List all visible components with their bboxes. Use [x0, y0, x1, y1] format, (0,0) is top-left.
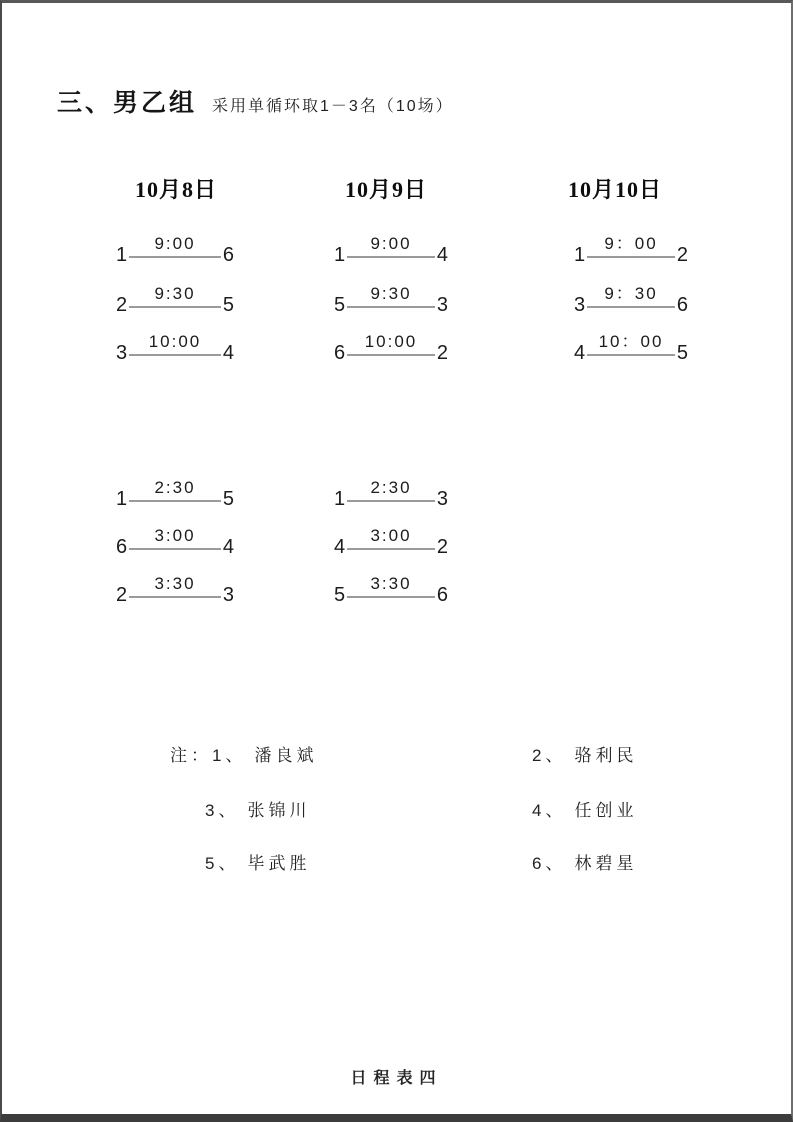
player-num: 5、: [205, 854, 240, 873]
match-time: 3:00: [154, 526, 196, 545]
match-line: [587, 285, 675, 308]
match-underline: [129, 548, 221, 550]
match-line: [129, 285, 221, 308]
player-name: 张锦川: [247, 801, 311, 820]
match-underline: [129, 354, 221, 356]
player-num: 4、: [532, 801, 567, 820]
match-line: [129, 479, 221, 502]
match-underline: [347, 596, 435, 598]
player-number-left: 5: [334, 584, 346, 606]
player-number-right: 3: [222, 584, 234, 606]
match-row: [334, 522, 448, 558]
player-number-left: 1: [116, 244, 128, 266]
match-underline: [347, 256, 435, 258]
player-number-left: 5: [334, 294, 346, 316]
match-time: 9：30: [604, 284, 658, 303]
player-number-left: 6: [116, 536, 128, 558]
date-header-oct10: 10月10日: [568, 177, 663, 202]
match-time: 9:00: [370, 234, 412, 253]
match-row: [116, 328, 234, 364]
player-number-left: 1: [116, 488, 128, 510]
player-number-right: 3: [436, 294, 448, 316]
player-name: 林碧星: [574, 854, 638, 873]
match-underline: [587, 354, 675, 356]
match-line: [347, 285, 435, 308]
player-number-left: 4: [334, 536, 346, 558]
match-time: 2:30: [154, 478, 196, 497]
match-time: 2:30: [370, 478, 412, 497]
note-label: 注：: [170, 746, 212, 765]
player-number-left: 1: [334, 244, 346, 266]
match-line: [129, 333, 221, 356]
note-player-6: [532, 849, 637, 874]
player-number-left: 3: [574, 294, 586, 316]
player-number-right: 3: [436, 488, 448, 510]
note-player-3: [205, 796, 310, 821]
match-row: [574, 230, 688, 266]
match-time: 9:30: [370, 284, 412, 303]
player-number-right: 5: [222, 488, 234, 510]
match-row: [116, 474, 234, 510]
player-num: 1、: [212, 746, 247, 765]
player-number-right: 6: [222, 244, 234, 266]
match-line: [129, 527, 221, 550]
match-line: [587, 333, 675, 356]
player-num: 3、: [205, 801, 240, 820]
page-footer-label: 日程表四: [350, 1070, 443, 1087]
player-number-right: 6: [676, 294, 688, 316]
player-num: 6、: [532, 854, 567, 873]
match-row: [334, 280, 448, 316]
player-name: 毕武胜: [247, 854, 311, 873]
match-row: [334, 328, 448, 364]
player-num: 2、: [532, 746, 567, 765]
match-row: [116, 280, 234, 316]
player-name: 骆利民: [574, 746, 638, 765]
match-time: 10：00: [598, 332, 664, 351]
date-header-oct8: 10月8日: [135, 177, 218, 202]
page-title-row: [57, 83, 454, 119]
player-number-left: 1: [574, 244, 586, 266]
match-line: [347, 235, 435, 258]
match-time: 10:00: [364, 332, 418, 351]
match-row: [334, 230, 448, 266]
player-number-right: 6: [436, 584, 448, 606]
player-number-right: 4: [222, 536, 234, 558]
player-number-left: 1: [334, 488, 346, 510]
match-underline: [347, 548, 435, 550]
match-row: [574, 280, 688, 316]
match-line: [347, 527, 435, 550]
match-underline: [129, 500, 221, 502]
note-player-4: [532, 796, 637, 821]
match-underline: [129, 596, 221, 598]
player-number-right: 5: [676, 342, 688, 364]
match-row: [116, 230, 234, 266]
player-name: 潘良斌: [254, 746, 318, 765]
match-line: [129, 575, 221, 598]
match-time: 3:30: [154, 574, 196, 593]
match-time: 3:30: [370, 574, 412, 593]
match-line: [347, 333, 435, 356]
match-time: 9:00: [154, 234, 196, 253]
player-number-right: 4: [436, 244, 448, 266]
player-number-left: 4: [574, 342, 586, 364]
match-row: [334, 474, 448, 510]
match-underline: [587, 256, 675, 258]
match-time: 3:00: [370, 526, 412, 545]
player-number-right: 2: [676, 244, 688, 266]
match-line: [587, 235, 675, 258]
match-underline: [347, 306, 435, 308]
match-row: [116, 570, 234, 606]
match-time: 9：00: [604, 234, 658, 253]
group-subtitle: 采用单循环取1－3名（10场）: [212, 98, 454, 115]
note-player-2: [532, 741, 637, 766]
player-number-left: 2: [116, 294, 128, 316]
match-underline: [129, 306, 221, 308]
player-number-left: 6: [334, 342, 346, 364]
player-number-right: 2: [436, 342, 448, 364]
note-player-5: [205, 849, 310, 874]
match-underline: [129, 256, 221, 258]
match-time: 10:00: [148, 332, 202, 351]
date-header-oct9: 10月9日: [345, 177, 428, 202]
player-number-right: 4: [222, 342, 234, 364]
player-number-right: 5: [222, 294, 234, 316]
player-number-left: 3: [116, 342, 128, 364]
match-row: [116, 522, 234, 558]
player-number-left: 2: [116, 584, 128, 606]
match-line: [347, 479, 435, 502]
note-player-1: [170, 741, 317, 766]
match-line: [129, 235, 221, 258]
match-underline: [347, 354, 435, 356]
match-row: [334, 570, 448, 606]
match-line: [347, 575, 435, 598]
player-name: 任创业: [574, 801, 638, 820]
match-underline: [587, 306, 675, 308]
match-time: 9:30: [154, 284, 196, 303]
player-number-right: 2: [436, 536, 448, 558]
group-title: 三、男乙组: [57, 89, 198, 117]
match-underline: [347, 500, 435, 502]
match-row: [574, 328, 688, 364]
